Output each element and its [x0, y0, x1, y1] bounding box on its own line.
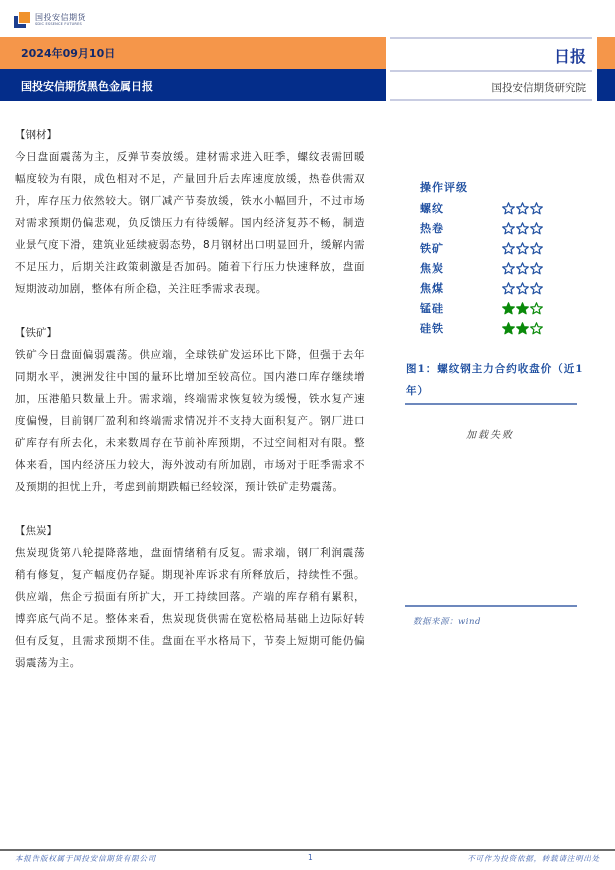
commentary-column [15, 124, 365, 674]
rating-row [420, 298, 570, 318]
rating-stars [502, 242, 544, 255]
rating-row [420, 278, 570, 298]
figure-title: 图1：螺纹钢主力合约收盘价（近1年） [406, 363, 584, 397]
rating-row [420, 218, 570, 238]
divider [390, 37, 592, 39]
rating-row [420, 198, 570, 218]
footer-rule [0, 849, 615, 851]
star-outline-icon [516, 222, 529, 235]
figure-source: 数据来源：wind [413, 617, 481, 627]
logo-name-cn: 国投安信期货 [35, 12, 86, 22]
rating-commodity: 焦炭 [420, 262, 444, 275]
rating-row [420, 318, 570, 338]
rating-stars [502, 202, 544, 215]
header-tab-orange [597, 37, 615, 69]
star-outline-icon [502, 202, 515, 215]
rating-commodity: 锰硅 [420, 302, 444, 315]
divider [390, 99, 592, 101]
footer-copyright: 本报告版权属于国投安信期货有限公司 [15, 854, 157, 863]
report-title: 国投安信期货黑色金属日报 [21, 80, 153, 93]
star-outline-icon [516, 262, 529, 275]
section-body: 铁矿今日盘面偏弱震荡。供应端，全球铁矿发运环比下降，但强于去年同期水平，澳洲发往中国的量环比增加至较高位。国内港口库存继续增加，压港船只数量上升。需求端，终端需求恢复较为缓慢，铁水复产速度偏慢，目前钢厂盈利和终端需求情况并不支持大面积复产。钢厂进口矿库存有所去化，未来数周存在节前补库预期，不过空间相对有限。整体来看，国内经济压力较大，海外波动有所加剧，市场对于旺季需求不及预期的担忧上升，考虑到前期跌幅已经较深，预计铁矿走势震荡。 [15, 349, 365, 493]
report-type: 日报 [553, 47, 586, 66]
figure-top-rule [405, 403, 577, 405]
section-iron-ore [15, 322, 365, 498]
report-date: 2024年09月10日 [21, 47, 116, 60]
rating-stars [502, 222, 544, 235]
star-filled-icon [502, 302, 515, 315]
rating-stars [502, 322, 544, 335]
star-outline-icon [530, 302, 543, 315]
footer-disclaimer: 不可作为投资依据，转载请注明出处 [467, 854, 600, 863]
rating-stars [502, 282, 544, 295]
section-body: 今日盘面震荡为主，反弹节奏放缓。建材需求进入旺季，螺纹表需回暖幅度较为有限，成色相对不足，产量回升后去库速度放缓，热卷供需双升，库存压力依然较大。钢厂减产节奏放缓，铁水小幅回升，不过市场对需求预期仍偏悲观，负反馈压力有待缓解。国内经济复苏不畅，制造业景气度下滑，建筑业延续疲弱态势，8月钢材出口明显回升，缓解内需不足压力，后期关注政策刺激是否加码。随着下行压力快速释放，盘面短期波动加剧，整体有所企稳，关注旺季需求表现。 [15, 151, 365, 295]
rating-stars [502, 302, 544, 315]
institute-name: 国投安信期货研究院 [491, 82, 586, 94]
rating-commodity: 螺纹 [420, 202, 444, 215]
star-filled-icon [516, 302, 529, 315]
report-type-box [390, 37, 594, 101]
header-tab-navy [597, 69, 615, 101]
rating-commodity: 铁矿 [420, 242, 444, 255]
star-outline-icon [502, 222, 515, 235]
rating-stars [502, 262, 544, 275]
rating-commodity: 焦煤 [420, 282, 444, 295]
operation-rating [420, 178, 570, 338]
figure-bottom-rule [405, 605, 577, 607]
section-heading: 【铁矿】 [15, 327, 57, 339]
star-outline-icon [530, 222, 543, 235]
logo-name-en: SDIC ESSENCE FUTURES [35, 21, 82, 26]
star-outline-icon [502, 262, 515, 275]
rating-row [420, 258, 570, 278]
section-steel [15, 124, 365, 300]
page-number: 1 [308, 853, 313, 862]
rating-title: 操作评级 [420, 181, 468, 194]
rating-commodity: 热卷 [420, 222, 444, 235]
divider [390, 70, 592, 72]
star-filled-icon [502, 322, 515, 335]
star-outline-icon [516, 202, 529, 215]
section-heading: 【钢材】 [15, 129, 57, 141]
star-outline-icon [516, 242, 529, 255]
star-filled-icon [516, 322, 529, 335]
star-outline-icon [516, 282, 529, 295]
rating-commodity: 硅铁 [420, 322, 444, 335]
star-outline-icon [530, 322, 543, 335]
logo-mark-icon [14, 12, 30, 28]
rating-row [420, 238, 570, 258]
section-heading: 【焦炭】 [15, 525, 57, 537]
star-outline-icon [530, 202, 543, 215]
company-logo [14, 10, 86, 30]
star-outline-icon [502, 242, 515, 255]
section-body: 焦炭现货第八轮提降落地，盘面情绪稍有反复。需求端，钢厂利润震荡稍有修复，复产幅度仍存疑。期现补库诉求有所释放后，持续性不强。供应端，焦企亏损面有所扩大，开工持续回落。产端的库存稍有累积，博弈底气尚不足。整体来看，焦炭现货供需在宽松格局基础上边际好转但有反复，且需求预期不佳。盘面在平水格局下，节奏上短期可能仍偏弱震荡为主。 [15, 547, 365, 669]
figure-load-failed: 加载失败 [466, 430, 514, 441]
star-outline-icon [530, 282, 543, 295]
star-outline-icon [530, 262, 543, 275]
star-outline-icon [530, 242, 543, 255]
star-outline-icon [502, 282, 515, 295]
section-coke [15, 520, 365, 674]
